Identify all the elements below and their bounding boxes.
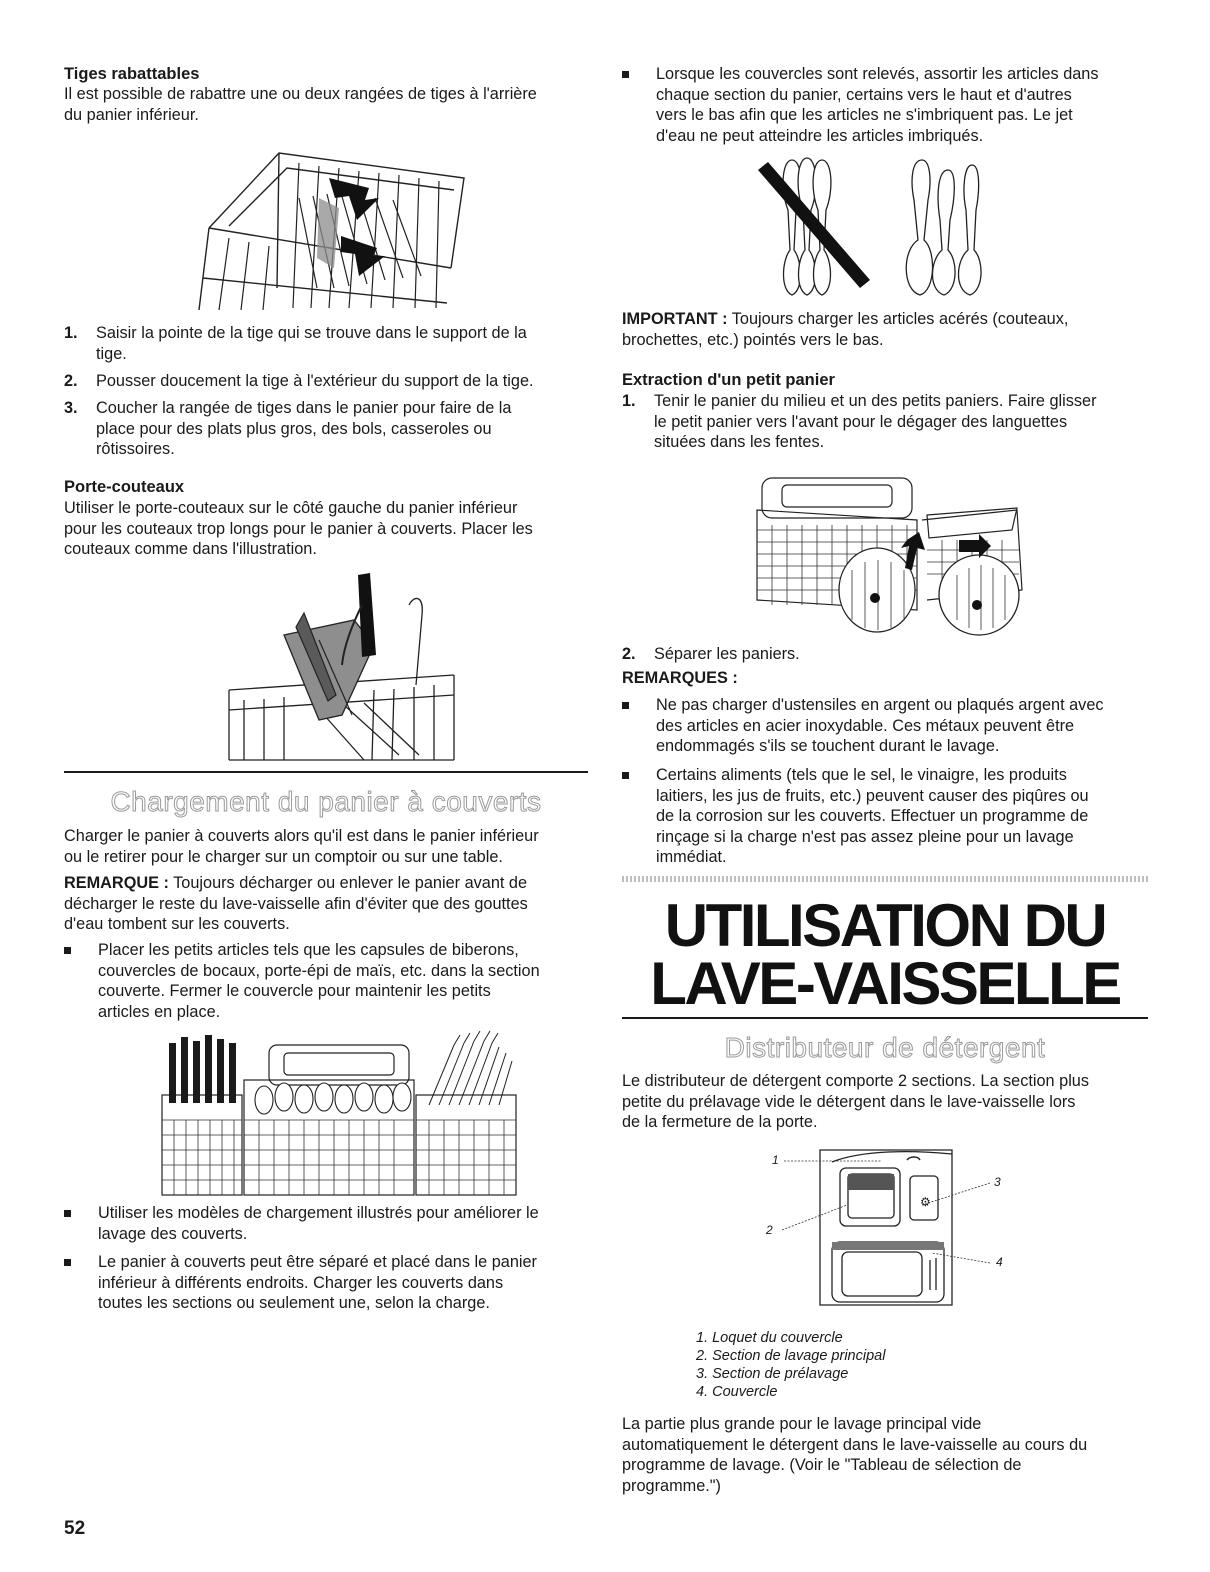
text-line: rôtissoires. <box>96 440 175 459</box>
text-line: Saisir la pointe de la tige qui se trouve dans le support de la <box>96 324 527 342</box>
text-line: couverte. Fermer le couvercle pour maintenir les petits <box>98 982 491 1001</box>
text-line: chaque section du panier, certains vers le haut et d'autres <box>656 85 1072 104</box>
heading-extraction: Extraction d'un petit panier <box>622 371 835 389</box>
tiges-intro <box>64 84 537 125</box>
text-line: laitiers, les jus de fruits, etc.) peuvent causer des piqûres ou <box>656 786 1089 805</box>
bullet-icon <box>64 1259 71 1266</box>
text-line: Charger le panier à couverts alors qu'il est dans le panier inférieur <box>64 827 539 845</box>
bullet-item <box>64 1252 588 1322</box>
text-line: Ne pas charger d'ustensiles en argent ou plaqués argent avec <box>656 696 1104 714</box>
bullet-item <box>622 695 1148 761</box>
text-line: le petit panier vers l'avant pour le dégager des languettes <box>654 412 1068 431</box>
legend-item: 2. Section de lavage principal <box>696 1348 886 1364</box>
text-line: d'eau ne peut atteindre les articles imbriqués. <box>656 126 984 145</box>
bullet-icon <box>622 702 629 709</box>
legend-item: 1. Loquet du couvercle <box>696 1330 843 1346</box>
text-line: tige. <box>96 344 127 363</box>
chargement-intro <box>64 826 539 867</box>
bullet-item <box>64 1203 588 1248</box>
text-line: Utiliser le porte-couteaux sur le côté gauche du panier inférieur <box>64 499 518 517</box>
chargement-remarque <box>64 873 528 935</box>
bullet-item <box>622 64 1148 154</box>
text-line: Il est possible de rabattre une ou deux rangées de tiges à l'arrière <box>64 85 537 103</box>
text-line: Coucher la rangée de tiges dans le panier pour faire de la <box>96 399 512 417</box>
dotted-divider <box>622 876 1148 882</box>
dispenser-legend <box>696 1329 885 1401</box>
extraction-step-2 <box>622 644 1148 666</box>
text-line: lavage des couverts. <box>98 1224 248 1243</box>
heading-tiges: Tiges rabattables <box>64 65 200 83</box>
section-title-distributeur: Distributeur de détergent <box>724 1032 1046 1063</box>
text-line: Lorsque les couvercles sont relevés, assortir les articles dans <box>656 65 1099 83</box>
distributeur-closing <box>622 1414 1087 1496</box>
extraction-step-1 <box>622 391 1148 461</box>
dispenser-symbol-icon: ⚙ <box>920 1195 931 1209</box>
bullet-icon <box>64 1210 71 1217</box>
text-line: Toujours charger les articles acérés (couteaux, <box>727 310 1069 328</box>
porte-couteaux-text <box>64 498 533 560</box>
callout-label: 2 <box>766 1223 773 1237</box>
text-line: Placer les petits articles tels que les capsules de biberons, <box>98 941 519 959</box>
text-line: de la corrosion sur les couverts. Effectuer un programme de <box>656 807 1089 826</box>
step-text: Séparer les paniers. <box>654 645 800 663</box>
text-line: Toujours décharger ou enlever le panier avant de <box>168 874 528 892</box>
text-line: endommagés s'ils se touchent durant le lavage. <box>656 737 1000 756</box>
text-line: décharger le reste du lave-vaisselle afin d'éviter que des gouttes <box>64 894 528 913</box>
section-divider <box>622 1017 1148 1019</box>
important-label: IMPORTANT : <box>622 310 728 328</box>
text-line: pour les couteaux trop longs pour le panier à couverts. Placer les <box>64 519 533 538</box>
callout-leaders <box>772 1145 1002 1285</box>
step-number: 3. <box>64 399 78 417</box>
legend-item: 3. Section de prélavage <box>696 1366 849 1382</box>
silverware-basket-illustration <box>154 1025 524 1200</box>
bullet-item <box>622 765 1148 871</box>
bullet-text <box>98 940 540 1022</box>
step-text <box>654 391 1097 453</box>
legend-item: 4. Couvercle <box>696 1384 778 1400</box>
text-line: situées dans les fentes. <box>654 433 825 452</box>
section-title-chargement: Chargement du panier à couverts <box>110 786 542 817</box>
bullet-text <box>656 695 1104 757</box>
step-number: 1. <box>622 392 636 410</box>
spoons-nesting-illustration <box>752 150 1012 300</box>
text-line: petite du prélavage vide le détergent dans le lave-vaisselle lors <box>622 1092 1076 1111</box>
callout-label: 1 <box>772 1153 779 1167</box>
step-number: 2. <box>622 645 636 663</box>
chapter-title <box>622 892 1148 1017</box>
distributeur-intro <box>622 1071 1089 1133</box>
text-line: de la fermeture de la porte. <box>622 1113 818 1132</box>
text-line: rinçage si la charge n'est pas assez pleine pour un lavage <box>656 827 1074 846</box>
text-line: automatiquement le détergent dans le lave-vaisselle au cours du <box>622 1435 1088 1454</box>
text-line: programme de lavage. (Voir le "Tableau de sélection de <box>622 1456 1022 1475</box>
text-line: Le panier à couverts peut être séparé et placé dans le panier <box>98 1253 537 1271</box>
text-line: couteaux comme dans l'illustration. <box>64 540 317 559</box>
bullet-text <box>656 765 1089 868</box>
text-line: Certains aliments (tels que le sel, le vinaigre, les produits <box>656 766 1067 784</box>
section-divider <box>64 771 588 773</box>
text-line: place pour des plats plus gros, des bols, casseroles ou <box>96 419 492 438</box>
bullet-icon <box>622 71 629 78</box>
step-text <box>96 371 534 392</box>
text-line: Utiliser les modèles de chargement illustrés pour améliorer le <box>98 1204 539 1222</box>
text-line: du panier inférieur. <box>64 105 199 124</box>
text-line: La partie plus grande pour le lavage principal vide <box>622 1415 982 1433</box>
text-line: articles en place. <box>98 1002 221 1021</box>
text-line: brochettes, etc.) pointés vers le bas. <box>622 330 884 349</box>
remarque-label: REMARQUE : <box>64 874 169 892</box>
text-line: ou le retirer pour le charger sur un comptoir ou sur une table. <box>64 847 503 866</box>
text-line: vers le bas afin que les articles ne s'imbriquent pas. Le jet <box>656 106 1073 125</box>
callout-label: 4 <box>996 1255 1003 1269</box>
text-line: toutes les sections ou seulement une, selon la charge. <box>98 1294 490 1313</box>
text-line: Tenir le panier du milieu et un des petits paniers. Faire glisser <box>654 392 1097 410</box>
basket-separation-illustration <box>747 470 1032 640</box>
text-line: Pousser doucement la tige à l'extérieur du support de la tige. <box>96 372 534 390</box>
step-number: 2. <box>64 372 78 390</box>
page-number: 52 <box>64 1518 86 1539</box>
step-number: 1. <box>64 324 78 342</box>
step-text <box>96 323 527 364</box>
remarques-label: REMARQUES : <box>622 669 738 687</box>
bullet-icon <box>622 772 629 779</box>
text-line: Le distributeur de détergent comporte 2 sections. La section plus <box>622 1072 1090 1090</box>
text-line: couvercles de bocaux, porte-épi de maïs, etc. dans la section <box>98 961 540 980</box>
text-line: d'eau tombent sur les couverts. <box>64 915 290 934</box>
bullet-icon <box>64 947 71 954</box>
text-line: immédiat. <box>656 848 727 867</box>
bullet-text <box>98 1203 539 1244</box>
text-line: programme.") <box>622 1476 721 1495</box>
chapter-title-line: UTILISATION DU <box>664 892 1106 959</box>
bullet-text <box>656 64 1099 146</box>
bullet-text <box>98 1252 537 1314</box>
chapter-title-line: LAVE-VAISSELLE <box>650 950 1120 1017</box>
important-note <box>622 309 1068 350</box>
knife-holder-illustration <box>224 565 464 765</box>
heading-porte-couteaux: Porte-couteaux <box>64 478 185 496</box>
text-line: inférieur à différents endroits. Charger les couverts dans <box>98 1273 504 1292</box>
rack-tines-illustration <box>189 138 469 313</box>
step-text <box>96 398 511 460</box>
text-line: des articles en acier inoxydable. Ces métaux peuvent être <box>656 716 1075 735</box>
callout-label: 3 <box>994 1175 1001 1189</box>
tiges-steps <box>64 323 588 463</box>
bullet-item <box>64 940 588 1030</box>
